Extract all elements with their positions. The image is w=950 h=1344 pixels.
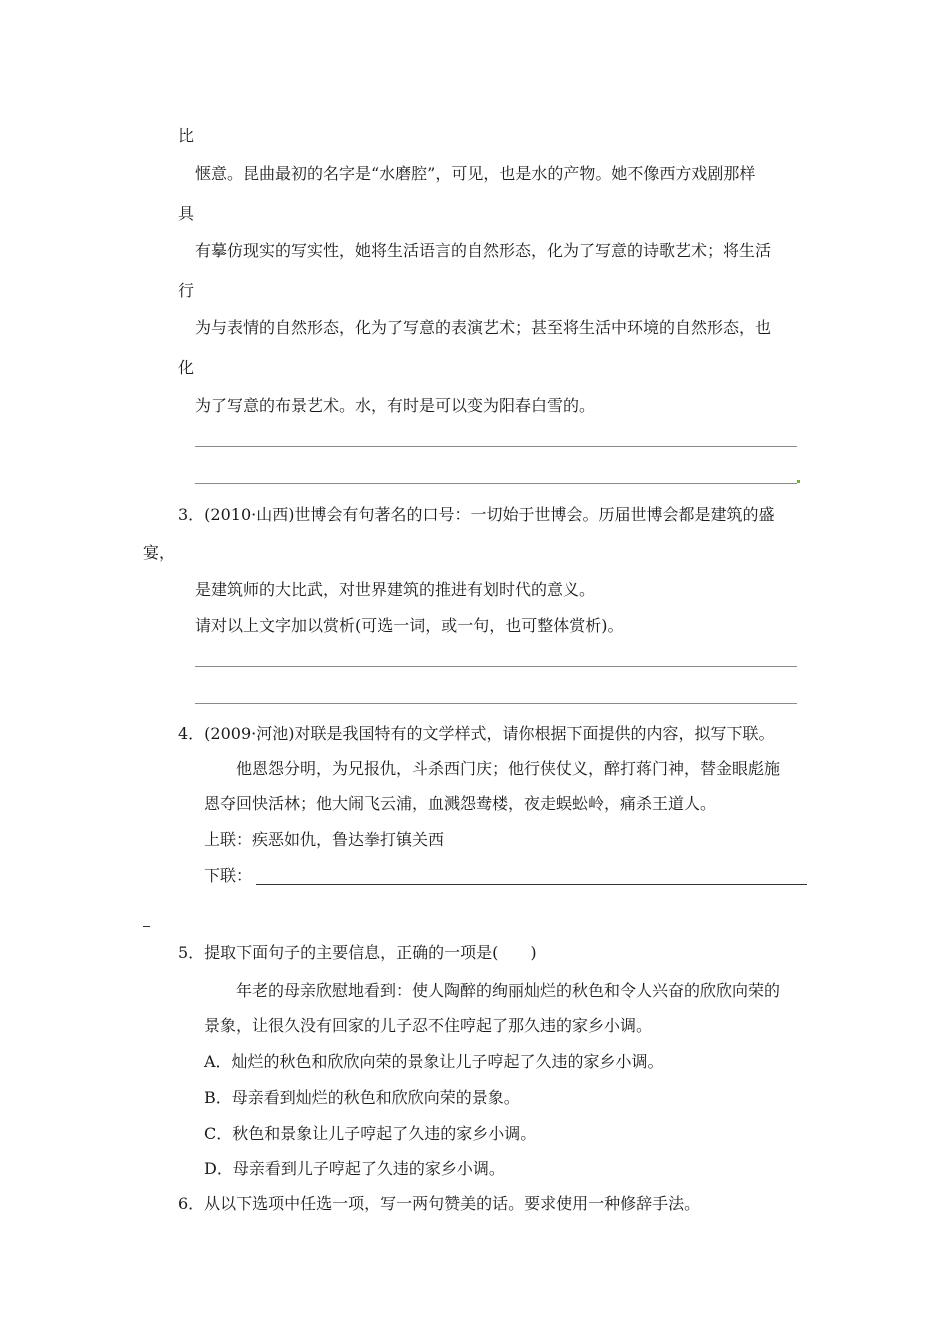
couplet-upper: 上联：疾恶如仇，鲁达拳打镇关西 xyxy=(204,830,445,849)
answer-line[interactable] xyxy=(195,483,797,484)
marker-dot xyxy=(797,480,800,483)
option-c[interactable]: C．秋色和景象让儿子哼起了久违的家乡小调。 xyxy=(204,1124,537,1143)
option-b[interactable]: B．母亲看到灿烂的秋色和欣欣向荣的景象。 xyxy=(204,1088,520,1107)
question-4-text: 恩夺回快活林；他大闹飞云浦，血溅怨鸯楼，夜走蜈蚣岭，痛杀王道人。 xyxy=(204,794,717,813)
question-3-line: 是建筑师的大比武，对世界建筑的推进有划时代的意义。 xyxy=(195,580,596,599)
question-3-prompt: 请对以上文字加以赏析(可选一词，或一句，也可整体赏析)。 xyxy=(195,616,624,635)
couplet-answer-line[interactable] xyxy=(256,884,807,885)
couplet-lower-label: 下联： xyxy=(204,866,253,885)
question-3-title: 3．(2010·山西)世博会有句著名的口号：一切始于世博会。历届世博会都是建筑的盛 xyxy=(178,505,775,524)
passage-line: 具 xyxy=(178,204,195,223)
answer-line[interactable] xyxy=(195,666,797,667)
question-5-text: 景象，让很久没有回家的儿子忍不住哼起了那久违的家乡小调。 xyxy=(204,1016,653,1035)
question-4-text: 他恩怨分明，为兄报仇，斗杀西门庆；他行侠仗义，醉打蒋门神，替金眼彪施 xyxy=(236,759,781,778)
answer-line[interactable] xyxy=(195,446,797,447)
question-6-title: 6．从以下选项中任选一项，写一两句赞美的话。要求使用一种修辞手法。 xyxy=(178,1194,701,1213)
passage-line: 为了写意的布景艺术。水，有时是可以变为阳春白雪的。 xyxy=(195,396,596,415)
answer-line[interactable] xyxy=(195,703,797,704)
passage-line: 行 xyxy=(178,281,195,300)
passage-line: 有摹仿现实的写实性，她将生活语言的自然形态，化为了写意的诗歌艺术；将生活 xyxy=(195,241,772,260)
question-5-text: 年老的母亲欣慰地看到：使人陶醉的绚丽灿烂的秋色和令人兴奋的欣欣向荣的 xyxy=(236,981,781,1000)
question-3-line: 宴， xyxy=(143,543,176,562)
question-5-title: 5．提取下面句子的主要信息，正确的一项是( ) xyxy=(178,943,537,962)
question-4-title: 4．(2009·河池)对联是我国特有的文学样式，请你根据下面提供的内容，拟写下联。 xyxy=(178,724,775,743)
passage-line: 化 xyxy=(178,358,195,377)
passage-line: 惬意。昆曲最初的名字是“水磨腔”，可见，也是水的产物。她不像西方戏剧那样 xyxy=(195,164,756,183)
option-d[interactable]: D．母亲看到儿子哼起了久违的家乡小调。 xyxy=(204,1159,505,1178)
option-a[interactable]: A．灿烂的秋色和欣欣向荣的景象让儿子哼起了久违的家乡小调。 xyxy=(204,1052,664,1071)
passage-line: 为与表情的自然形态，化为了写意的表演艺术；甚至将生活中环境的自然形态，也 xyxy=(195,318,772,337)
line-fragment xyxy=(143,926,150,927)
passage-line: 比 xyxy=(178,126,195,145)
